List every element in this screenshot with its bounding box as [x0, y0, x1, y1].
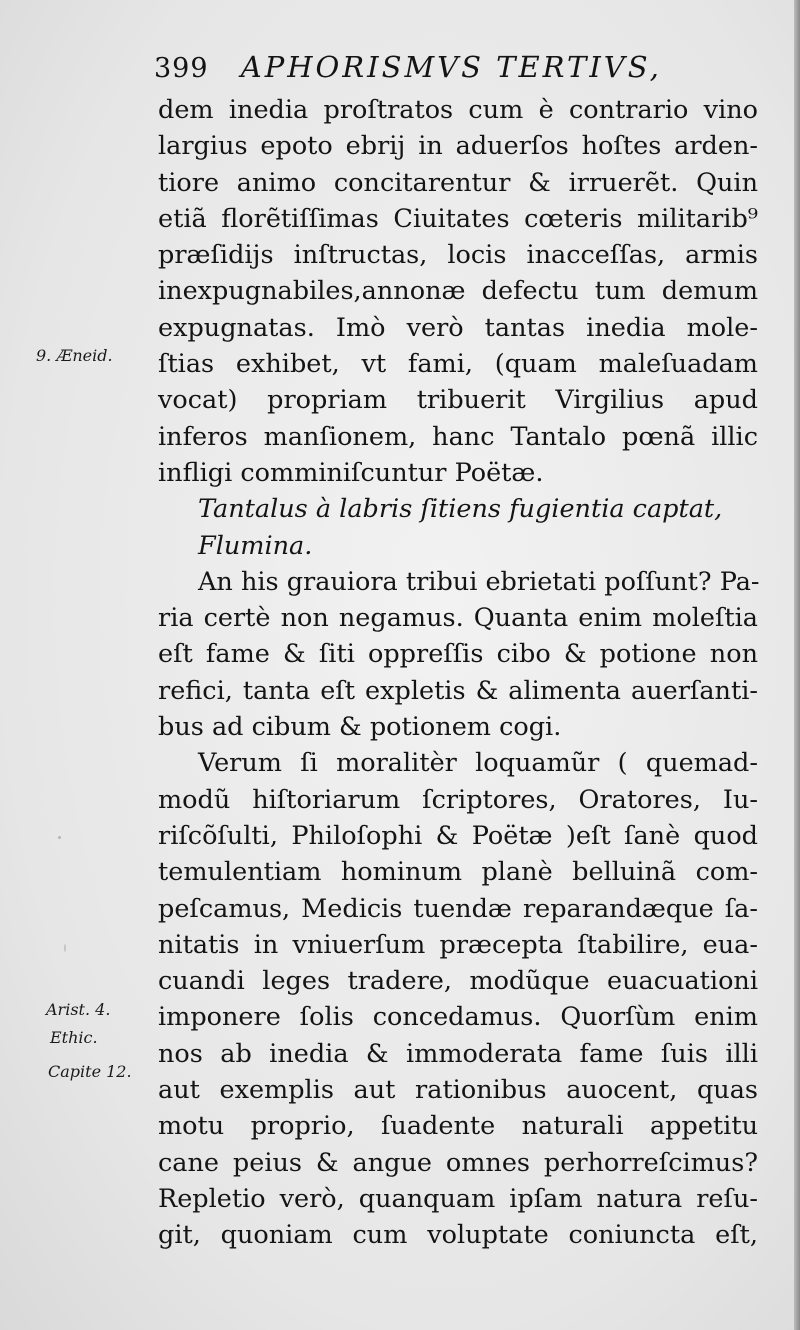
text-line: vocat) propriam tribuerit Virgilius apud: [158, 385, 758, 416]
text-line: largius epoto ebrij in aduerſos hoſtes arden-: [158, 131, 758, 162]
text-line: riſcõſulti, Philoſophi & Poëtæ )eſt ſanè quod: [158, 820, 758, 851]
text-line: cane peius & angue omnes perhorreſcimus?: [158, 1147, 758, 1178]
margin-note-capite: Capite 12.: [48, 1062, 132, 1081]
margin-note-arist: Arist. 4.: [46, 1000, 111, 1019]
text-line: eſt fame & ſiti oppreſſis cibo & potione non: [158, 639, 758, 670]
text-line: etiã florẽtiſſimas Ciuitates cœteris militarib⁹: [158, 203, 758, 234]
page-edge-shadow: [794, 0, 800, 1330]
text-line: infligi comminiſcuntur Poëtæ.: [158, 457, 544, 488]
paper-speck: [64, 944, 66, 952]
text-line: git, quoniam cum voluptate coniuncta eſt,: [158, 1220, 758, 1251]
page-number: 399: [154, 53, 209, 84]
text-line: temulentiam hominum planè belluinã com-: [158, 857, 758, 888]
text-line: inferos manſionem, hanc Tantalo pœnã illic: [158, 421, 758, 452]
text-line: nos ab inedia & immoderata fame ſuis illi: [158, 1038, 758, 1069]
paper-speck: [58, 836, 61, 839]
body-text: [158, 92, 758, 1254]
text-line: dem inedia proſtratos cum è contrario vino: [158, 95, 758, 125]
text-line: motu proprio, ſuadente naturali appetitu: [158, 1111, 758, 1142]
text-line: cuandi leges tradere, modũque euacuationi: [158, 966, 758, 997]
text-line: refici, tanta eſt expletis & alimenta auerſanti-: [158, 675, 758, 706]
running-title: APHORISMVS TERTIVS,: [240, 50, 662, 84]
text-line: inexpugnabiles,annonæ defectu tum demum: [158, 276, 758, 307]
text-line: aut exemplis aut rationibus auocent, quas: [158, 1075, 758, 1106]
text-line: nitatis in vniuerſum præcepta ſtabilire, eua-: [158, 929, 758, 960]
running-header: [154, 50, 754, 90]
text-line: expugnatas. Imò verò tantas inedia mole-: [158, 312, 758, 343]
text-line: peſcamus, Medicis tuendæ reparandæque ſa-: [158, 893, 758, 924]
margin-note-aeneid: 9. Æneid.: [36, 346, 113, 365]
text-line: Verum ſi moralitèr loquamũr ( quemad-: [198, 748, 758, 779]
text-line: An his grauiora tribui ebrietati poſſunt? Pa-: [198, 566, 760, 597]
text-line: modũ hiſtoriarum ſcriptores, Oratores, Iu-: [158, 784, 758, 815]
text-line: ria certè non negamus. Quanta enim moleſtia: [158, 603, 758, 634]
verse-line: Tantalus à labris ſitiens fugientia captat,: [198, 494, 723, 525]
text-line: Repletio verò, quanquam ipſam natura reſu-: [158, 1183, 758, 1214]
margin-note-ethic: Ethic.: [50, 1028, 98, 1047]
text-line: imponere ſolis concedamus. Quorſùm enim: [158, 1002, 758, 1033]
text-line: bus ad cibum & potionem cogi.: [158, 712, 562, 743]
text-line: præſidijs inſtructas, locis inacceſſas, armis: [158, 240, 758, 271]
text-line: tiore animo concitarentur & irruerẽt. Quin: [158, 167, 758, 198]
text-line: ſtias exhibet, vt fami, (quam maleſuadam: [158, 349, 758, 380]
verse-line: Flumina.: [198, 530, 313, 561]
